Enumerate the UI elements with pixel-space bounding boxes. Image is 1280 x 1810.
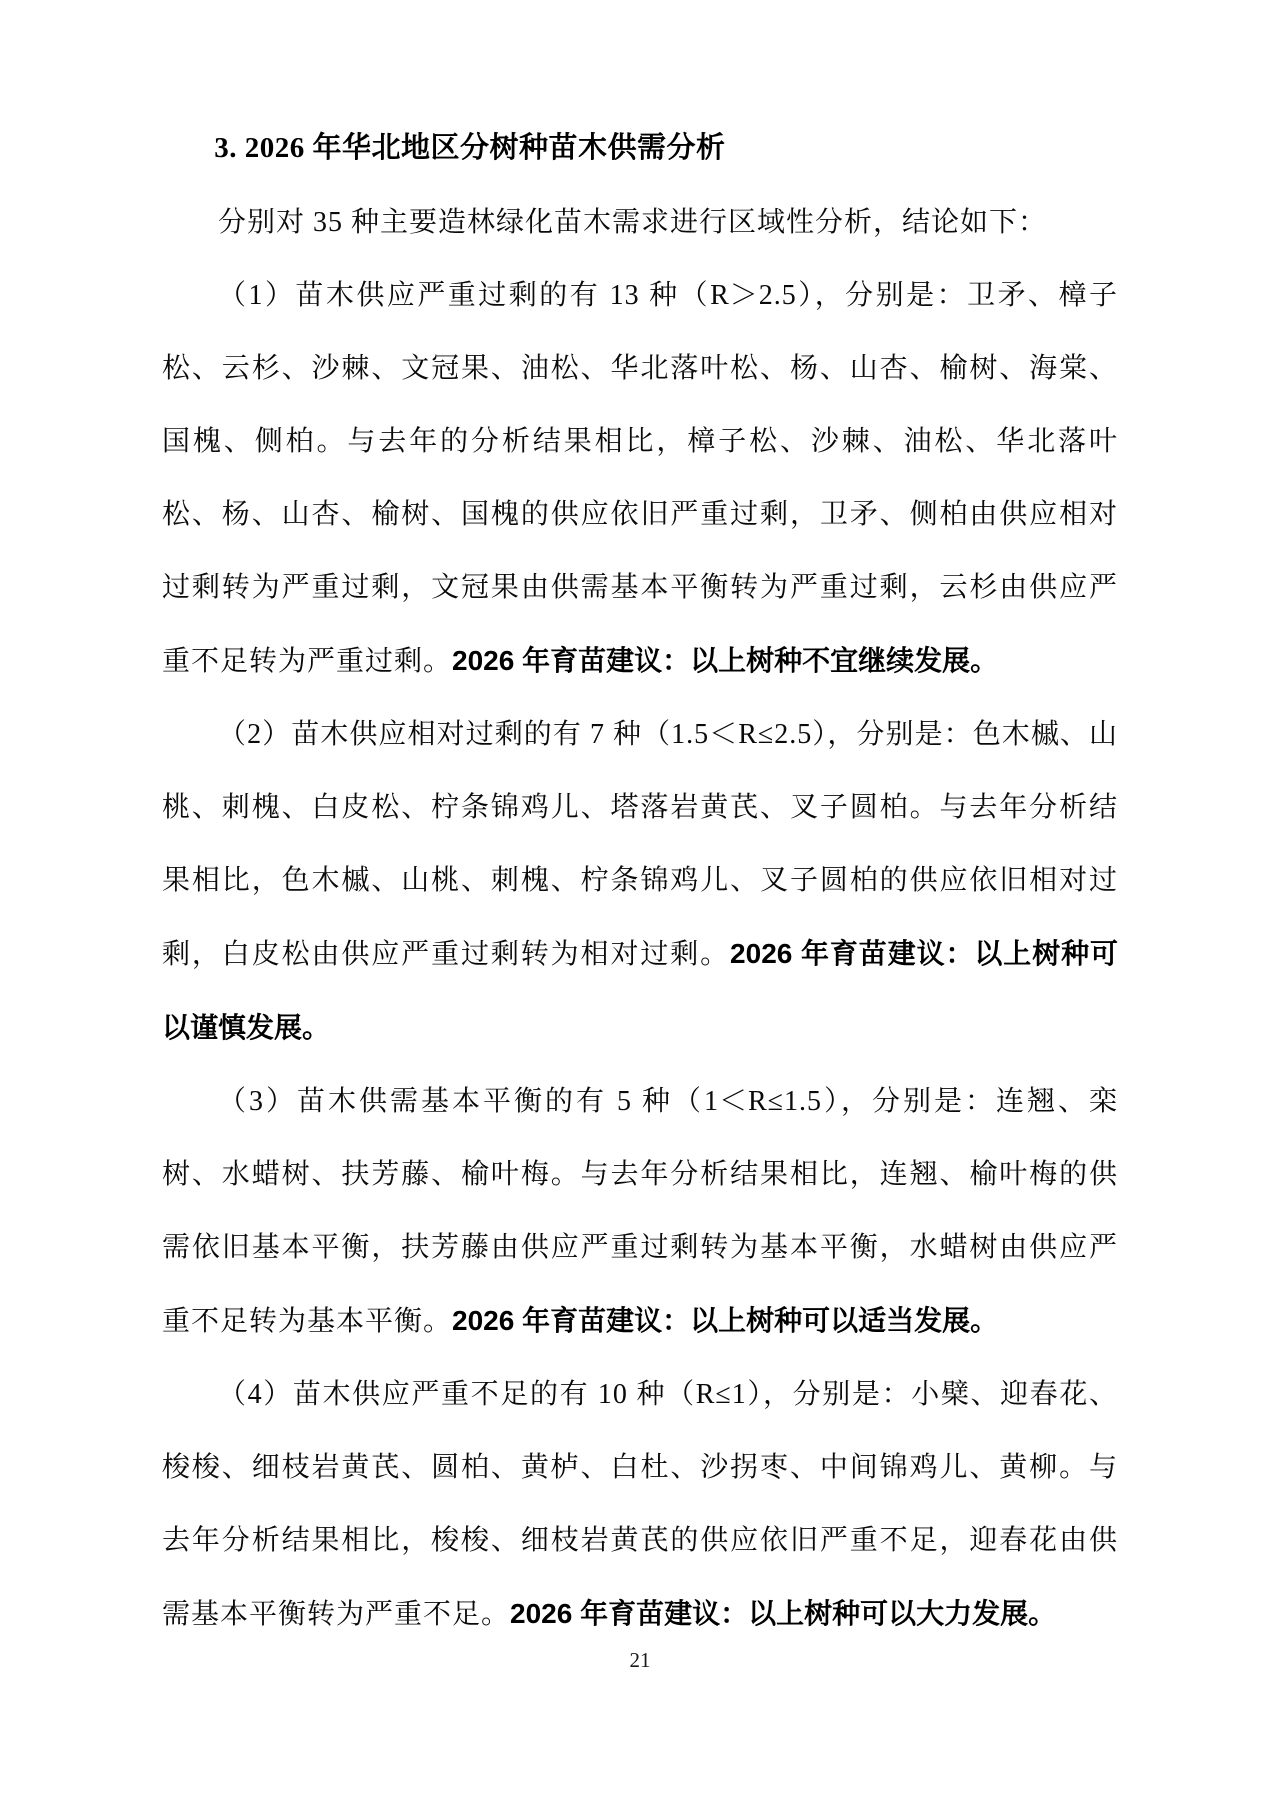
paragraph-text: （3）苗木供需基本平衡的有 5 种（1＜R≤1.5），分别是：连翘、栾树、水蜡树、扶芳藤、榆叶梅。与去年分析结果相比，连翘、榆叶梅的供需依旧基本平衡，扶芳藤由供应严重过剩转为基本平衡，水蜡树由供应严重不足转为基本平衡。	[162, 1086, 1118, 1337]
section-heading: 3. 2026 年华北地区分树种苗木供需分析	[214, 132, 726, 164]
advice-text: 2026 年育苗建议：以上树种可以适当发展。	[452, 1305, 999, 1336]
page-number: 21	[629, 1648, 651, 1672]
paragraph-relative-surplus	[162, 698, 1118, 1065]
advice-text: 2026 年育苗建议：以上树种可以大力发展。	[510, 1598, 1057, 1629]
paragraph-severe-shortage	[162, 1358, 1118, 1651]
paragraph-text: （4）苗木供应严重不足的有 10 种（R≤1），分别是：小檗、迎春花、梭梭、细枝岩黄芪、圆柏、黄栌、白杜、沙拐枣、中间锦鸡儿、黄柳。与去年分析结果相比，梭梭、细枝岩黄芪的供应依旧严重不足，迎春花由供需基本平衡转为严重不足。	[162, 1379, 1118, 1630]
paragraph-text: 分别对 35 种主要造林绿化苗木需求进行区域性分析，结论如下：	[218, 207, 1048, 238]
paragraph-basic-balance	[162, 1065, 1118, 1358]
advice-text: 2026 年育苗建议：以上树种可以谨慎发展。	[162, 938, 1118, 1043]
advice-text: 2026 年育苗建议：以上树种不宜继续发展。	[452, 645, 999, 676]
paragraph-text: （2）苗木供应相对过剩的有 7 种（1.5＜R≤2.5），分别是：色木槭、山桃、刺槐、白皮松、柠条锦鸡儿、塔落岩黄芪、叉子圆柏。与去年分析结果相比，色木槭、山桃、刺槐、柠条锦鸡儿、叉子圆柏的供应依旧相对过剩，白皮松由供应严重过剩转为相对过剩。	[162, 719, 1118, 970]
paragraph-intro	[162, 185, 1118, 259]
paragraph-text: （1）苗木供应严重过剩的有 13 种（R＞2.5），分别是：卫矛、樟子松、云杉、沙棘、文冠果、油松、华北落叶松、杨、山杏、榆树、海棠、国槐、侧柏。与去年的分析结果相比，樟子松、沙棘、油松、华北落叶松、杨、山杏、榆树、国槐的供应依旧严重过剩，卫矛、侧柏由供应相对过剩转为严重过剩，文冠果由供需基本平衡转为严重过剩，云杉由供应严重不足转为严重过剩。	[162, 280, 1118, 677]
paragraph-severe-surplus	[162, 259, 1118, 698]
